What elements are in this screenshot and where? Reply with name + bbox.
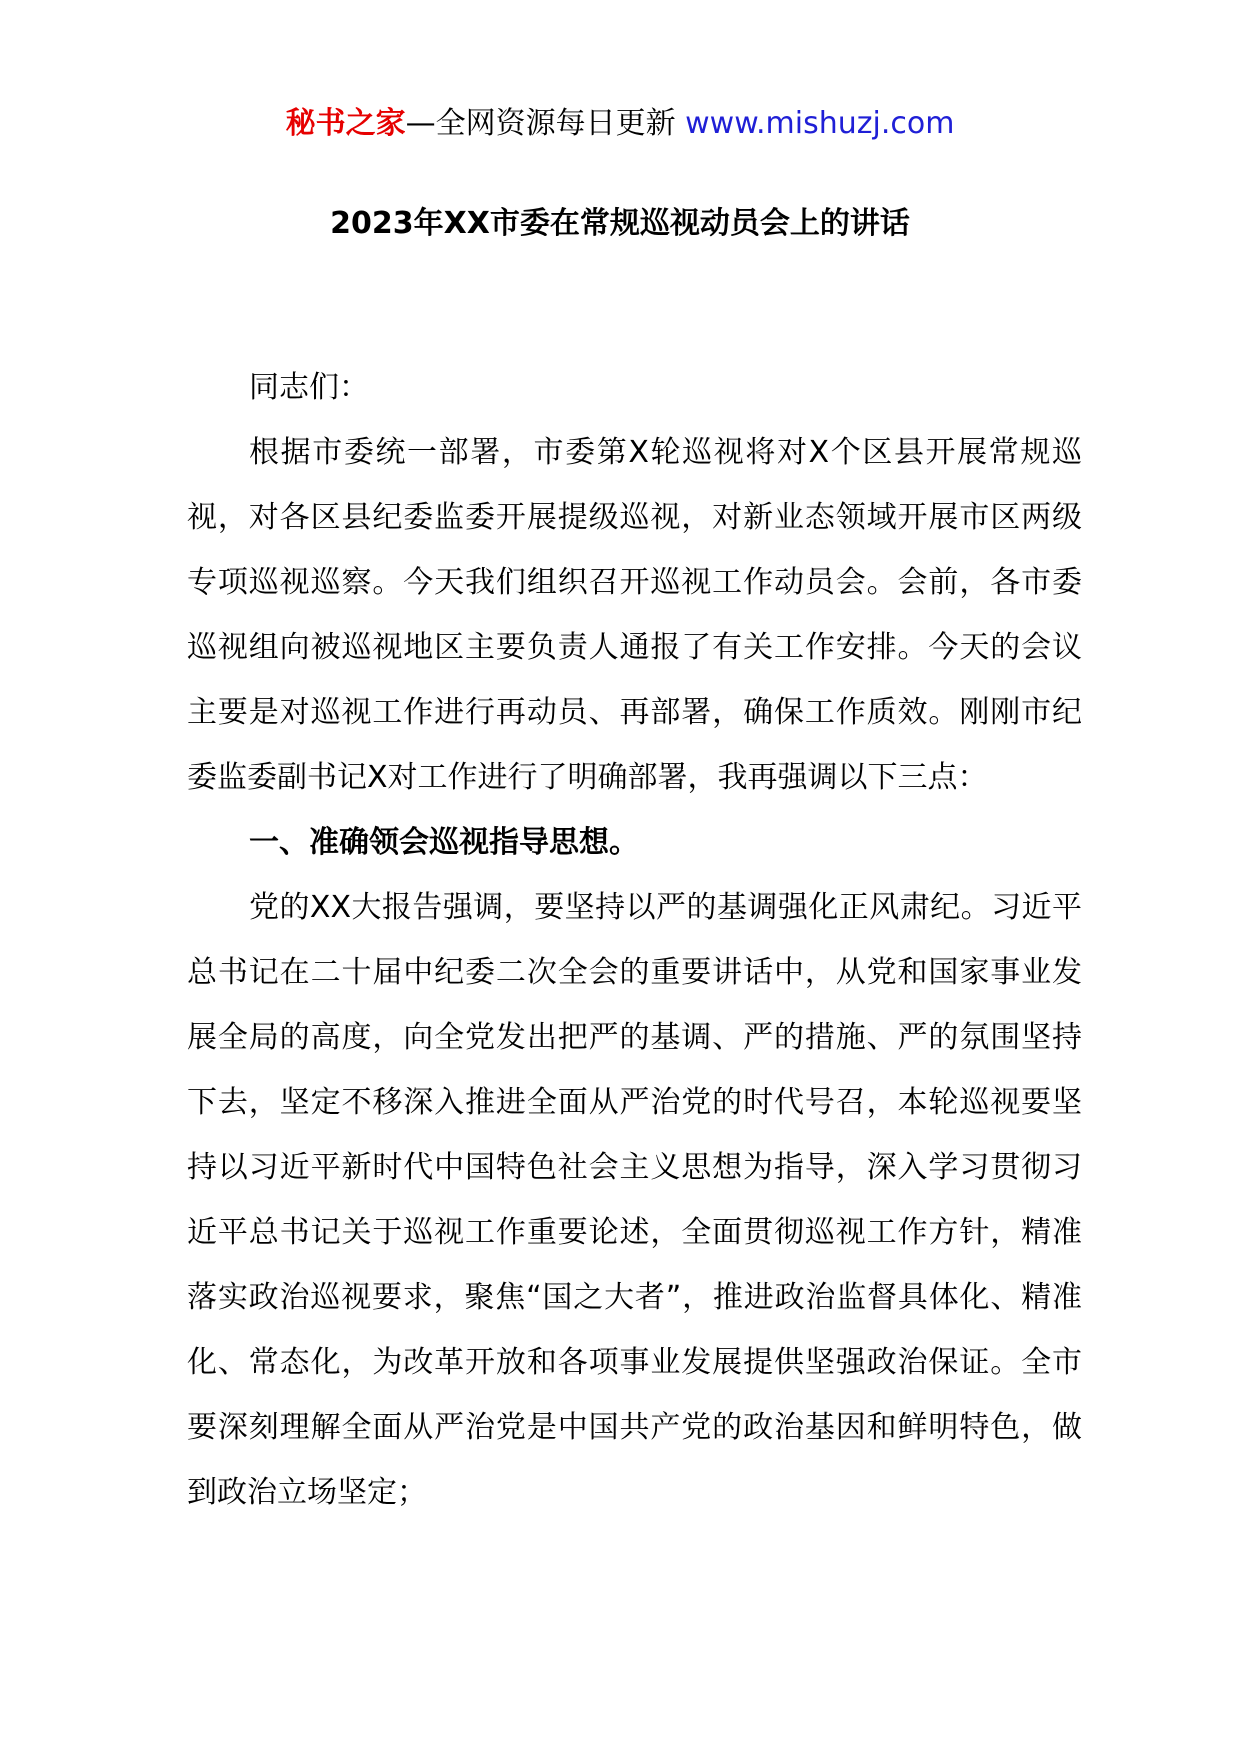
brand-name: 秘书之家 <box>285 106 406 141</box>
paragraph-section-1: 党的XX大报告强调，要坚持以严的基调强化正风肃纪。习近平总书记在二十届中纪委二次全会的重要讲话中，从党和国家事业发展全局的高度，向全党发出把严的基调、严的措施、严的氛围坚持下去，坚定不移深入推进全面从严治党的时代号召，本轮巡视要坚持以习近平新时代中国特色社会主义思想为指导，深入学习贯彻习近平总书记关于巡视工作重要论述，全面贯彻巡视工作方针，精准落实政治巡视要求，聚焦“国之大者”，推进政治监督具体化、精准化、常态化，为改革开放和各项事业发展提供坚强政治保证。全市要深刻理解全面从严治党是中国共产党的政治基因和鲜明特色，做到政治立场坚定； <box>187 890 1082 1510</box>
header-tagline: —全网资源每日更新 <box>405 106 686 141</box>
salutation: 同志们： <box>249 370 369 405</box>
site-header <box>0 100 1240 148</box>
section-heading-1: 一、准确领会巡视指导思想。 <box>249 825 639 860</box>
document-title: 2023年XX市委在常规巡视动员会上的讲话 <box>330 206 910 241</box>
paragraph-intro: 根据市委统一部署，市委第X轮巡视将对X个区县开展常规巡视，对各区县纪委监委开展提级巡视，对新业态领域开展市区两级专项巡视巡察。今天我们组织召开巡视工作动员会。会前，各市委巡视组向被巡视地区主要负责人通报了有关工作安排。今天的会议主要是对巡视工作进行再动员、再部署，确保工作质效。刚刚市纪委监委副书记X对工作进行了明确部署，我再强调以下三点： <box>187 435 1082 795</box>
site-url-link[interactable]: www.mishuzj.com <box>685 106 955 141</box>
document-body <box>187 355 1082 1525</box>
